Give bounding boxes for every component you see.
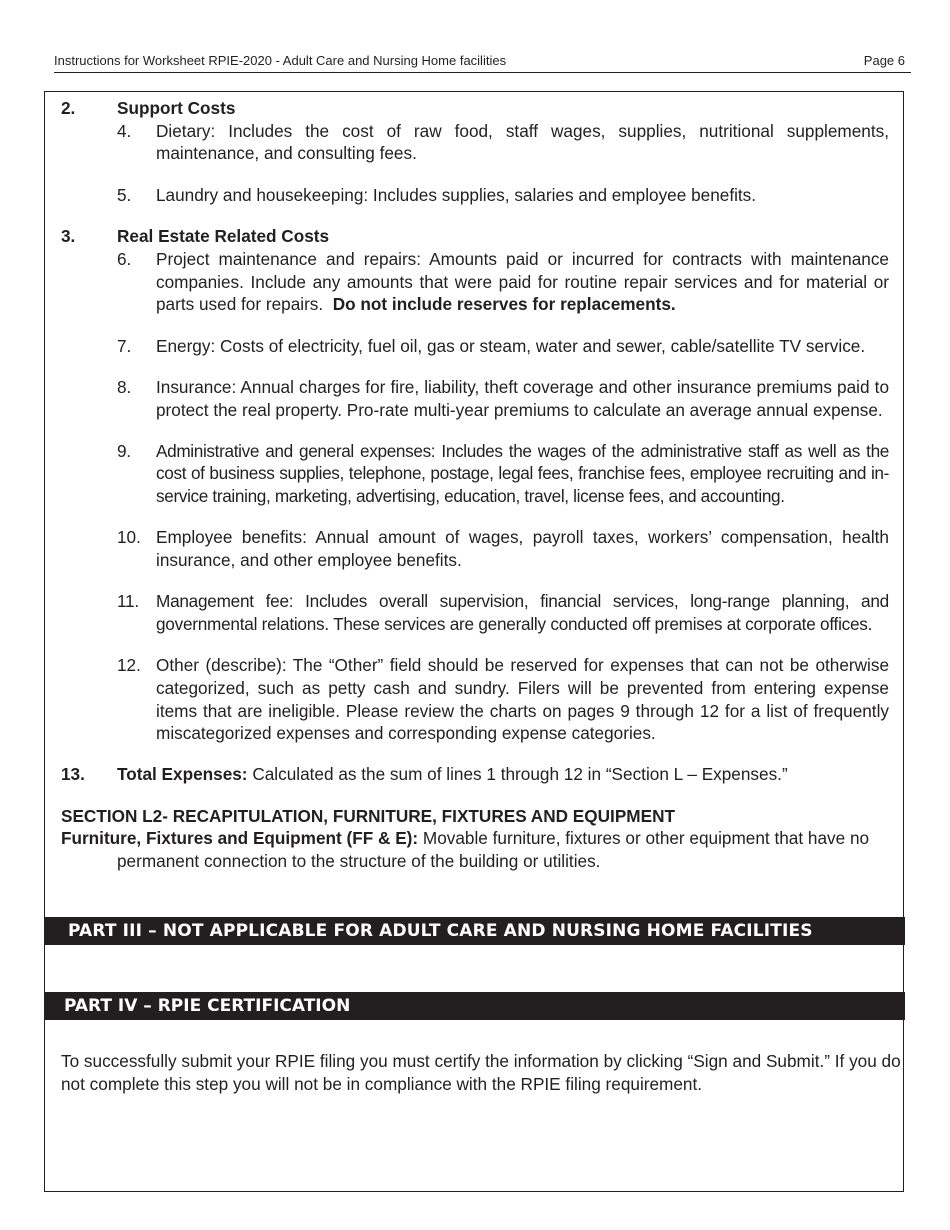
- part-3-banner: PART III – NOT APPLICABLE FOR ADULT CARE AND NURSING HOME FACILITIES: [45, 917, 905, 945]
- item-number: 4.: [117, 120, 132, 141]
- total-text: Calculated as the sum of lines 1 through 12 in “Section L – Expenses.”: [252, 764, 788, 785]
- list-item: [61, 184, 889, 207]
- section-3-heading: [61, 225, 889, 248]
- section-number: 3.: [61, 226, 76, 247]
- item-number: 9.: [117, 440, 131, 461]
- ffe-text: Movable furniture, fixtures or other equipment that have no permanent connection to the structure of the building or utilities.: [117, 828, 870, 872]
- section-l2-heading: SECTION L2- RECAPITULATION, FURNITURE, FIXTURES AND EQUIPMENT: [61, 805, 675, 826]
- item-text: Project maintenance and repairs: Amounts paid or incurred for contracts with maintenance companies. Include any amounts that were paid for routine repair services and for material or parts used for repairs.: [156, 249, 889, 315]
- list-item: [61, 590, 889, 635]
- section-2-heading: [61, 97, 889, 120]
- item-number: 12.: [117, 655, 141, 676]
- total-label: Total Expenses:: [117, 764, 248, 785]
- ffe-definition: [61, 827, 889, 872]
- section-number: 13.: [61, 764, 85, 785]
- item-text: Other (describe): The “Other” field should be reserved for expenses that can not be otherwise categorized, such as petty cash and sundry. Filers will be prevented from entering expense items that are ineligible. Please review the charts on pages 9 through 12 for a list of frequently miscategorized expenses and corresponding expense categories.: [156, 655, 889, 744]
- header-title: Instructions for Worksheet RPIE-2020 - Adult Care and Nursing Home facilities: [54, 53, 507, 68]
- list-item: [61, 526, 889, 571]
- page-number: Page 6: [863, 53, 905, 68]
- instructions-body: [61, 97, 889, 873]
- list-item: [61, 654, 889, 745]
- list-item: [61, 248, 889, 316]
- list-item: [61, 335, 889, 358]
- item-number: 11.: [117, 591, 139, 612]
- part-4-banner: PART IV – RPIE CERTIFICATION: [45, 992, 905, 1020]
- item-emphasis: Do not include reserves for replacements.: [332, 294, 676, 315]
- section-number: 2.: [61, 98, 76, 118]
- list-item: [61, 120, 889, 165]
- item-text: Dietary: Includes the cost of raw food, staff wages, supplies, nutritional supplements, maintenance, and consulting fees.: [156, 120, 889, 164]
- item-number: 10.: [117, 527, 141, 548]
- item-text: Insurance: Annual charges for fire, liability, theft coverage and other insurance premiums paid to protect the real property. Pro-rate multi-year premiums to calculate an average annual expense.: [156, 376, 889, 420]
- section-title: Real Estate Related Costs: [117, 226, 330, 247]
- item-text: Administrative and general expenses: Includes the wages of the administrative staff as well as the cost of business supplies, telephone, postage, legal fees, franchise fees, employee recruiting and in-service training, marketing, advertising, education, travel, license fees, and accounting.: [156, 440, 889, 507]
- item-text: Management fee: Includes overall supervision, financial services, long-range planning, and governmental relations. These services are generally conducted off premises at corporate offices.: [156, 591, 889, 634]
- list-item: [61, 376, 889, 421]
- section-13-total: [61, 763, 889, 786]
- item-number: 6.: [117, 249, 132, 270]
- page-header: [54, 53, 911, 73]
- item-number: 7.: [117, 335, 132, 356]
- item-text: Laundry and housekeeping: Includes supplies, salaries and employee benefits.: [156, 184, 757, 205]
- item-number: 5.: [117, 184, 132, 205]
- certification-text: To successfully submit your RPIE filing you must certify the information by clicking “Sign and Submit.” If you do not complete this step you will not be in compliance with the RPIE filing requirement.: [61, 1051, 901, 1094]
- section-title: Support Costs: [117, 98, 236, 118]
- item-text: Energy: Costs of electricity, fuel oil, gas or steam, water and sewer, cable/satellite TV service.: [156, 335, 866, 356]
- item-text: Employee benefits: Annual amount of wages, payroll taxes, workers’ compensation, health insurance, and other employee benefits.: [156, 527, 889, 571]
- list-item: [61, 440, 889, 508]
- ffe-label: Furniture, Fixtures and Equipment (FF & E):: [61, 828, 419, 849]
- item-number: 8.: [117, 376, 132, 397]
